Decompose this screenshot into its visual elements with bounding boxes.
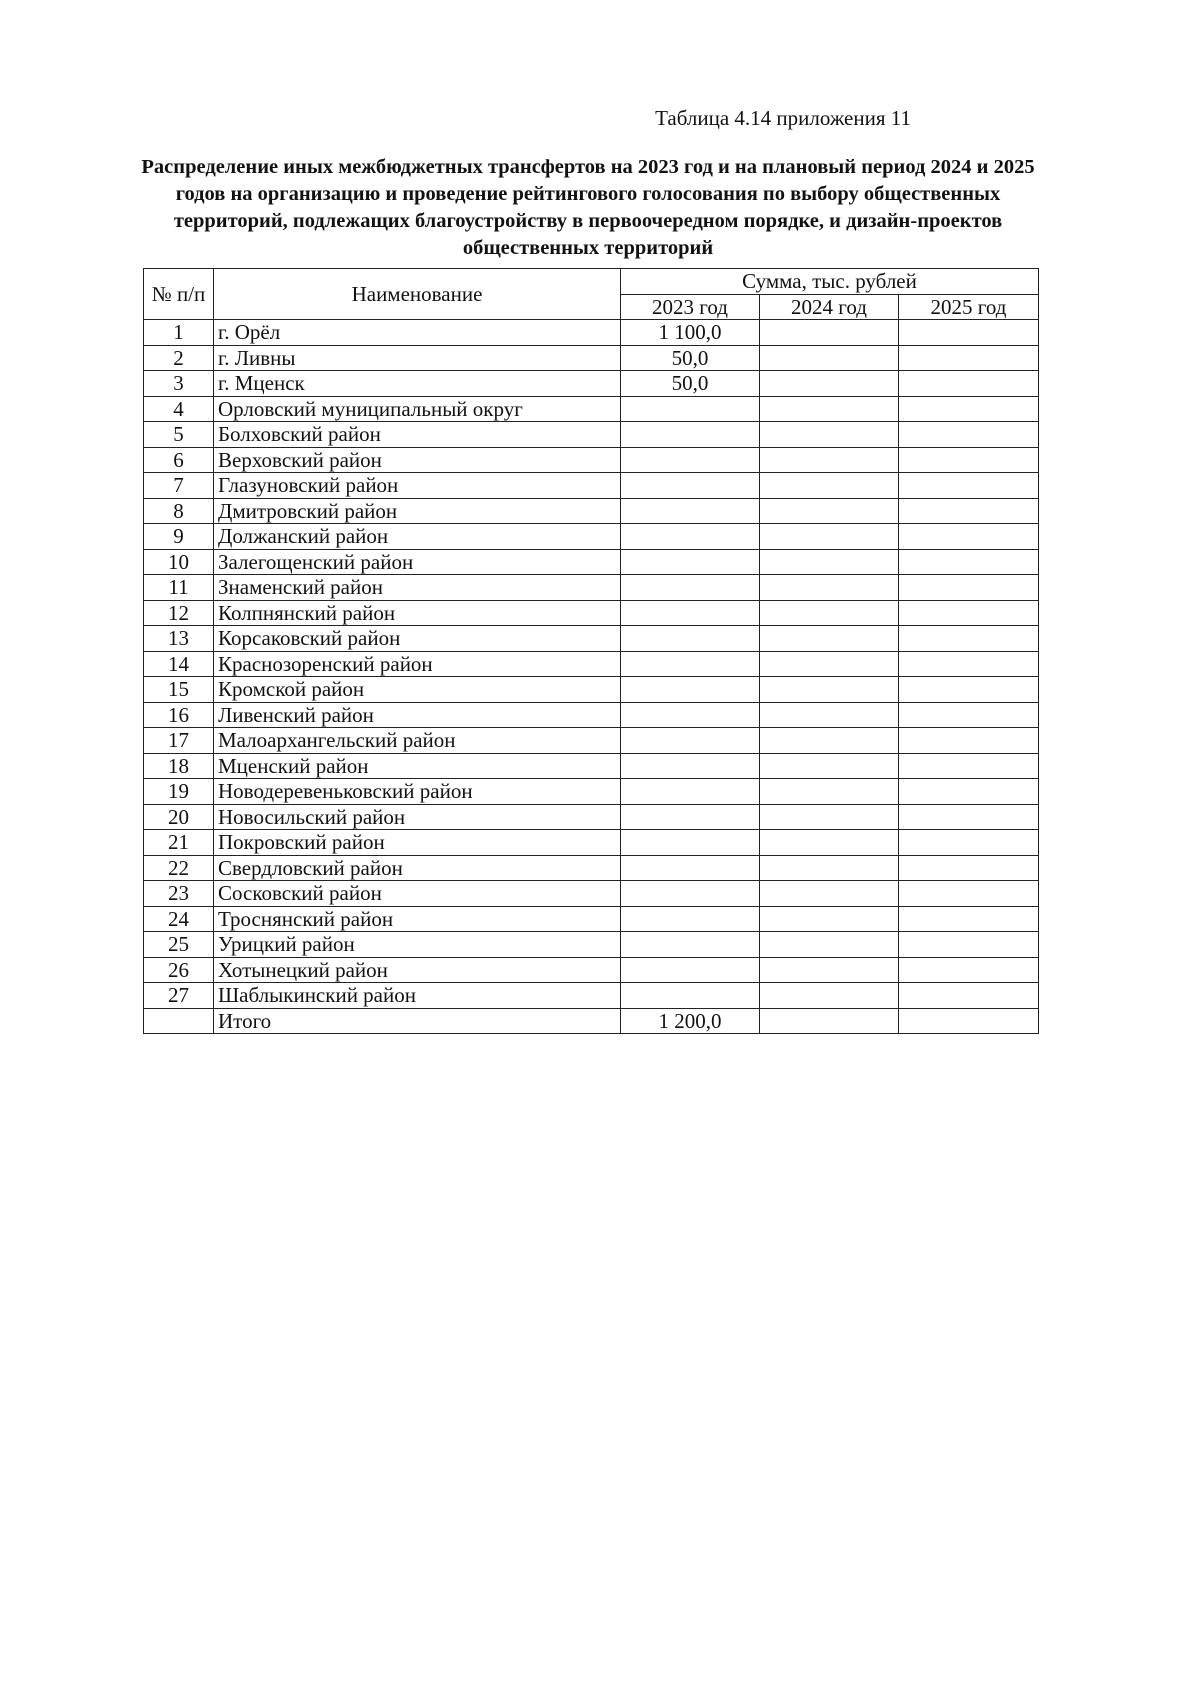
row-value-2025 — [899, 371, 1039, 397]
row-name: Болховский район — [214, 422, 621, 448]
row-number: 12 — [144, 600, 214, 626]
table-row — [144, 626, 1039, 652]
row-number: 24 — [144, 906, 214, 932]
row-value-2025 — [899, 983, 1039, 1009]
row-value-2024 — [760, 932, 899, 958]
row-value-2025 — [899, 932, 1039, 958]
row-value-2024 — [760, 626, 899, 652]
row-name: Орловский муниципальный округ — [214, 396, 621, 422]
row-value-2024 — [760, 498, 899, 524]
total-value-2024 — [760, 1008, 899, 1034]
table-row — [144, 906, 1039, 932]
table-row — [144, 651, 1039, 677]
row-value-2024 — [760, 422, 899, 448]
row-name: Дмитровский район — [214, 498, 621, 524]
table-body — [144, 320, 1039, 1034]
total-number — [144, 1008, 214, 1034]
row-value-2024 — [760, 728, 899, 754]
row-name: Глазуновский район — [214, 473, 621, 499]
row-number: 11 — [144, 575, 214, 601]
row-name: Кромской район — [214, 677, 621, 703]
row-value-2023 — [621, 728, 760, 754]
row-value-2023 — [621, 804, 760, 830]
document-title: Распределение иных межбюджетных трансфертов на 2023 год и на плановый период 2024 и 2025 годов на организацию и проведение рейтингового голосования по выбору общественных территорий, подлежащих благоустройству в первоочередном порядке, и дизайн-проектов общественных территорий — [141, 156, 1035, 259]
row-name: Корсаковский район — [214, 626, 621, 652]
row-number: 27 — [144, 983, 214, 1009]
row-name: Ливенский район — [214, 702, 621, 728]
header-row — [144, 269, 1039, 295]
row-number: 4 — [144, 396, 214, 422]
row-value-2025 — [899, 651, 1039, 677]
header-year-2024: 2024 год — [760, 294, 899, 320]
row-value-2025 — [899, 753, 1039, 779]
row-number: 21 — [144, 830, 214, 856]
row-value-2023 — [621, 677, 760, 703]
row-value-2024 — [760, 575, 899, 601]
total-value-2023: 1 200,0 — [621, 1008, 760, 1034]
row-number: 20 — [144, 804, 214, 830]
row-value-2023 — [621, 855, 760, 881]
row-value-2025 — [899, 779, 1039, 805]
table-row — [144, 524, 1039, 550]
table-row — [144, 549, 1039, 575]
table-row — [144, 983, 1039, 1009]
row-value-2025 — [899, 906, 1039, 932]
row-name: Хотынецкий район — [214, 957, 621, 983]
table-header — [144, 269, 1039, 320]
row-value-2023 — [621, 422, 760, 448]
table-row — [144, 702, 1039, 728]
row-number: 9 — [144, 524, 214, 550]
row-number: 25 — [144, 932, 214, 958]
row-name: Верховский район — [214, 447, 621, 473]
row-number: 22 — [144, 855, 214, 881]
row-value-2023 — [621, 702, 760, 728]
row-value-2025 — [899, 728, 1039, 754]
row-value-2025 — [899, 626, 1039, 652]
table-row — [144, 600, 1039, 626]
table-row — [144, 855, 1039, 881]
table-row — [144, 881, 1039, 907]
row-number: 8 — [144, 498, 214, 524]
table-row — [144, 447, 1039, 473]
row-value-2024 — [760, 677, 899, 703]
row-value-2025 — [899, 600, 1039, 626]
row-value-2024 — [760, 855, 899, 881]
row-number: 26 — [144, 957, 214, 983]
table-row — [144, 779, 1039, 805]
table-row — [144, 804, 1039, 830]
row-value-2023 — [621, 447, 760, 473]
row-name: Урицкий район — [214, 932, 621, 958]
row-value-2025 — [899, 320, 1039, 346]
row-value-2024 — [760, 830, 899, 856]
row-number: 23 — [144, 881, 214, 907]
row-value-2023: 50,0 — [621, 371, 760, 397]
row-name: Сосковский район — [214, 881, 621, 907]
row-name: Новосильский район — [214, 804, 621, 830]
row-value-2025 — [899, 498, 1039, 524]
row-value-2025 — [899, 524, 1039, 550]
row-value-2025 — [899, 345, 1039, 371]
row-number: 10 — [144, 549, 214, 575]
row-name: г. Орёл — [214, 320, 621, 346]
row-number: 6 — [144, 447, 214, 473]
row-value-2025 — [899, 575, 1039, 601]
row-value-2023 — [621, 651, 760, 677]
table-row — [144, 932, 1039, 958]
table-row — [144, 473, 1039, 499]
row-value-2023: 50,0 — [621, 345, 760, 371]
row-number: 15 — [144, 677, 214, 703]
row-value-2024 — [760, 651, 899, 677]
total-label: Итого — [214, 1008, 621, 1034]
row-value-2024 — [760, 753, 899, 779]
row-value-2024 — [760, 371, 899, 397]
row-value-2024 — [760, 600, 899, 626]
row-name: Колпнянский район — [214, 600, 621, 626]
table-row — [144, 830, 1039, 856]
row-value-2024 — [760, 320, 899, 346]
table-row — [144, 728, 1039, 754]
total-value-2025 — [899, 1008, 1039, 1034]
row-value-2025 — [899, 830, 1039, 856]
table-row — [144, 320, 1039, 346]
row-value-2024 — [760, 345, 899, 371]
row-value-2025 — [899, 549, 1039, 575]
row-value-2023 — [621, 549, 760, 575]
row-number: 16 — [144, 702, 214, 728]
row-value-2023: 1 100,0 — [621, 320, 760, 346]
row-value-2023 — [621, 779, 760, 805]
table-row — [144, 575, 1039, 601]
row-name: Залегощенский район — [214, 549, 621, 575]
row-value-2024 — [760, 804, 899, 830]
row-value-2024 — [760, 524, 899, 550]
header-year-2023: 2023 год — [621, 294, 760, 320]
row-value-2023 — [621, 983, 760, 1009]
row-value-2023 — [621, 830, 760, 856]
row-name: Троснянский район — [214, 906, 621, 932]
row-number: 13 — [144, 626, 214, 652]
total-row — [144, 1008, 1039, 1034]
row-name: г. Мценск — [214, 371, 621, 397]
row-value-2024 — [760, 881, 899, 907]
row-value-2025 — [899, 677, 1039, 703]
table-row — [144, 498, 1039, 524]
row-name: Мценский район — [214, 753, 621, 779]
row-number: 5 — [144, 422, 214, 448]
row-value-2024 — [760, 983, 899, 1009]
header-name: Наименование — [214, 269, 621, 320]
row-value-2023 — [621, 575, 760, 601]
row-name: Свердловский район — [214, 855, 621, 881]
row-name: Должанский район — [214, 524, 621, 550]
row-value-2025 — [899, 422, 1039, 448]
row-value-2023 — [621, 600, 760, 626]
row-value-2023 — [621, 906, 760, 932]
row-value-2023 — [621, 396, 760, 422]
row-value-2024 — [760, 906, 899, 932]
row-name: г. Ливны — [214, 345, 621, 371]
row-value-2024 — [760, 549, 899, 575]
table-row — [144, 957, 1039, 983]
row-value-2025 — [899, 473, 1039, 499]
header-num: № п/п — [144, 269, 214, 320]
row-name: Знаменский район — [214, 575, 621, 601]
row-number: 2 — [144, 345, 214, 371]
row-value-2024 — [760, 779, 899, 805]
row-number: 3 — [144, 371, 214, 397]
row-value-2025 — [899, 881, 1039, 907]
row-value-2025 — [899, 447, 1039, 473]
row-name: Краснозоренский район — [214, 651, 621, 677]
table-row — [144, 396, 1039, 422]
row-number: 18 — [144, 753, 214, 779]
row-value-2024 — [760, 702, 899, 728]
row-number: 17 — [144, 728, 214, 754]
row-number: 19 — [144, 779, 214, 805]
row-value-2023 — [621, 473, 760, 499]
table-row — [144, 345, 1039, 371]
row-value-2023 — [621, 753, 760, 779]
row-value-2024 — [760, 473, 899, 499]
header-sum-group: Сумма, тыс. рублей — [621, 269, 1039, 295]
row-number: 1 — [144, 320, 214, 346]
row-value-2023 — [621, 626, 760, 652]
table-row — [144, 422, 1039, 448]
row-name: Малоархангельский район — [214, 728, 621, 754]
row-value-2023 — [621, 957, 760, 983]
header-year-2025: 2025 год — [899, 294, 1039, 320]
row-name: Новодеревеньковский район — [214, 779, 621, 805]
row-value-2024 — [760, 447, 899, 473]
row-value-2023 — [621, 881, 760, 907]
row-value-2024 — [760, 396, 899, 422]
row-name: Покровский район — [214, 830, 621, 856]
row-value-2025 — [899, 804, 1039, 830]
row-number: 7 — [144, 473, 214, 499]
table-row — [144, 371, 1039, 397]
row-value-2023 — [621, 524, 760, 550]
table-caption: Таблица 4.14 приложения 11 — [655, 106, 911, 130]
row-value-2023 — [621, 932, 760, 958]
row-value-2025 — [899, 396, 1039, 422]
row-value-2024 — [760, 957, 899, 983]
transfers-table — [143, 268, 1039, 1034]
table-row — [144, 677, 1039, 703]
row-number: 14 — [144, 651, 214, 677]
row-value-2023 — [621, 498, 760, 524]
row-value-2025 — [899, 957, 1039, 983]
row-name: Шаблыкинский район — [214, 983, 621, 1009]
row-value-2025 — [899, 855, 1039, 881]
row-value-2025 — [899, 702, 1039, 728]
table-row — [144, 753, 1039, 779]
